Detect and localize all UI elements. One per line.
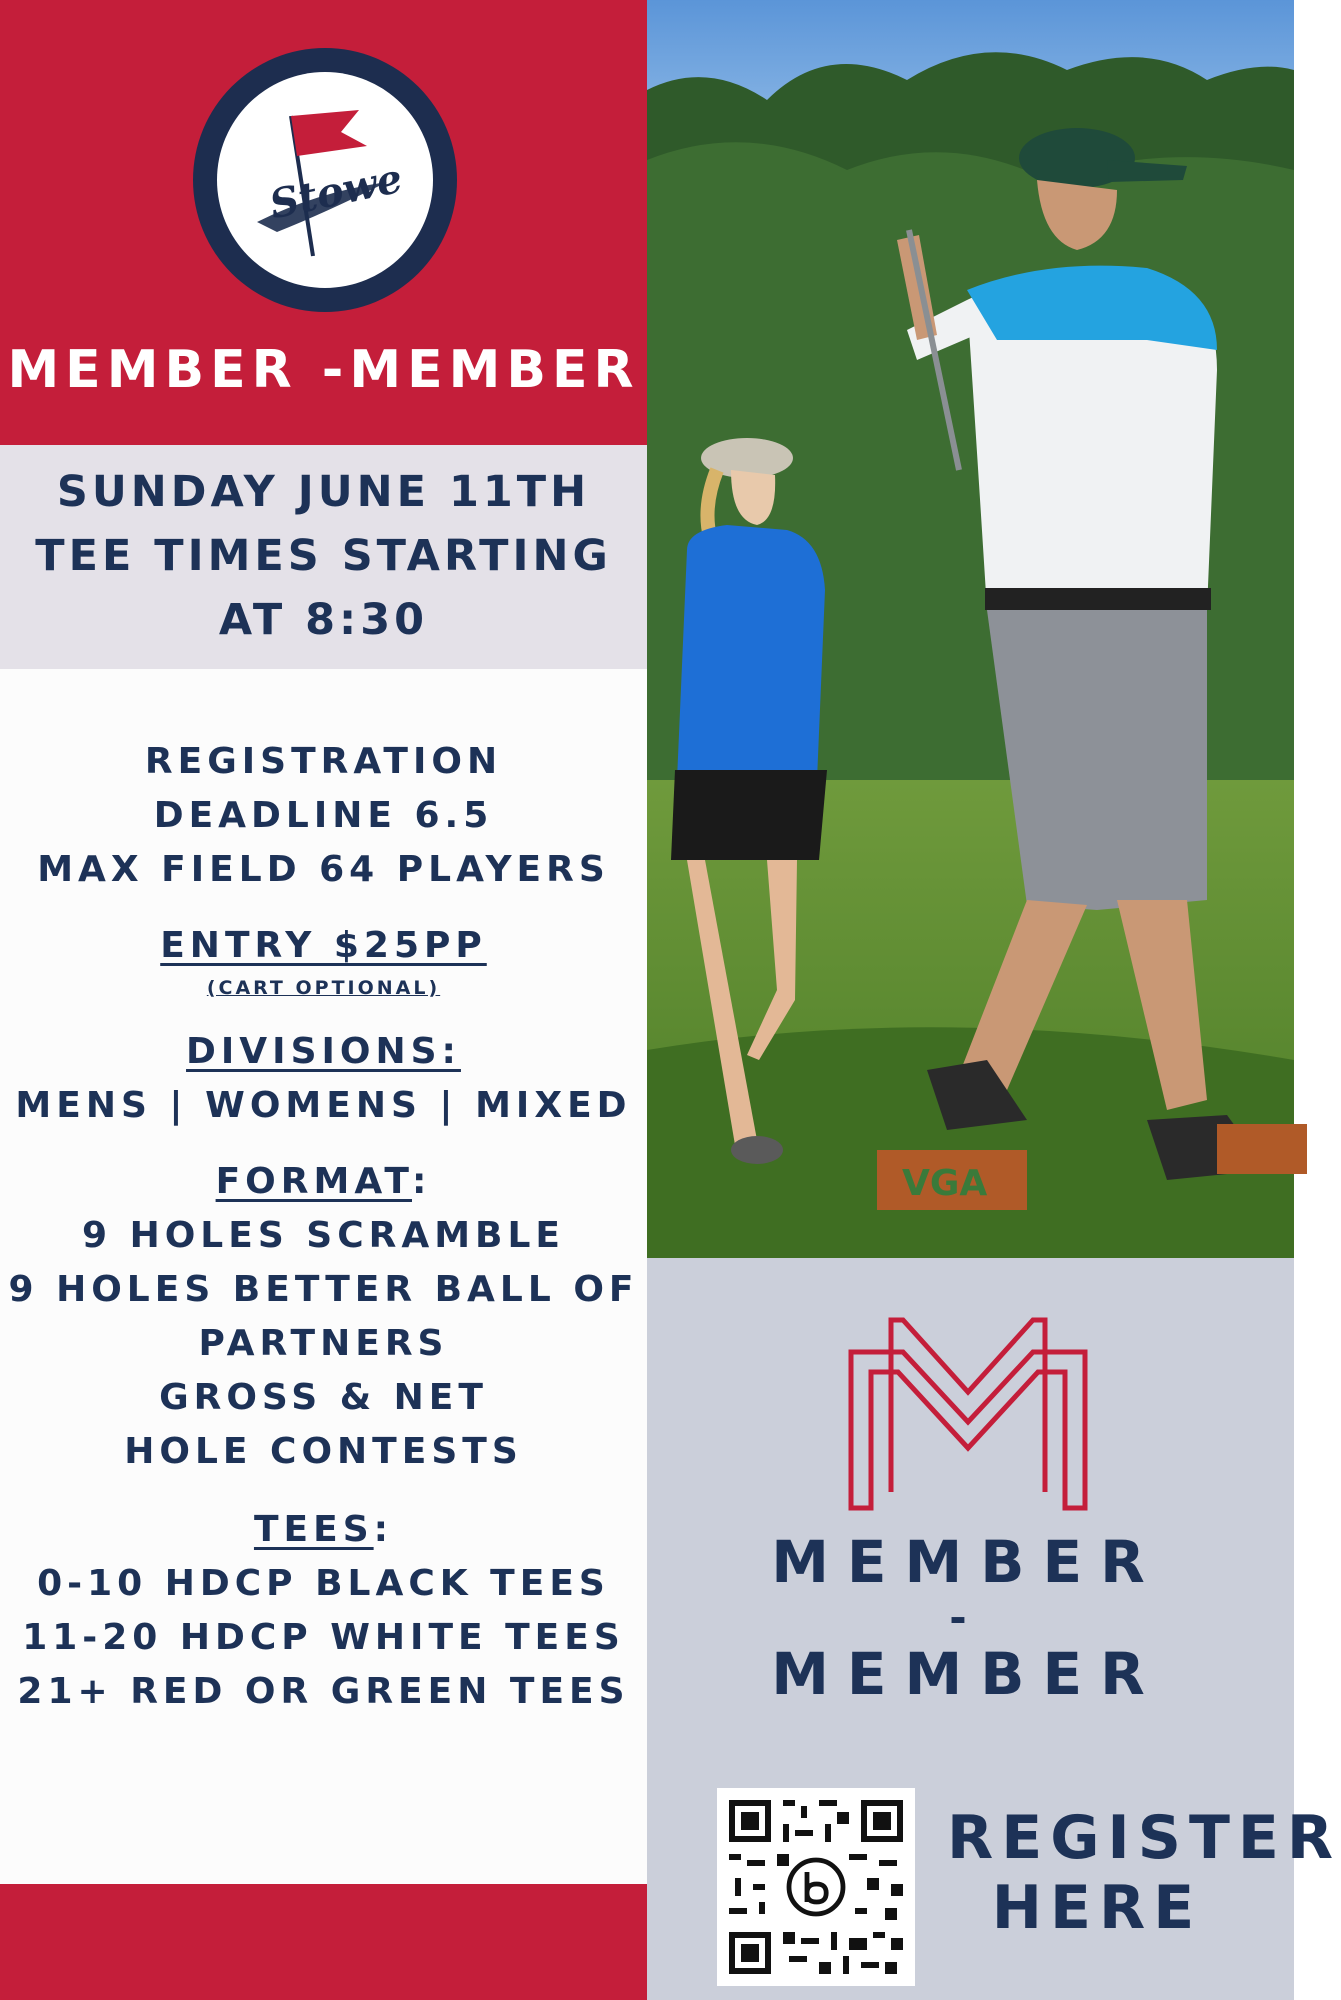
entry-fee: ENTRY $25PP (160, 925, 487, 966)
member-word-2: MEMBER (771, 1640, 1163, 1708)
here-line: HERE (991, 1873, 1203, 1943)
tees-heading (0, 1509, 647, 1550)
max-field-line: MAX FIELD 64 PLAYERS (37, 849, 610, 890)
register-panel (647, 1258, 1341, 2000)
registration-line: REGISTRATION (144, 741, 503, 782)
tee-marker-far (1217, 1124, 1307, 1174)
mm-monogram-icon (843, 1312, 1093, 1512)
header-panel (0, 0, 647, 445)
tees-heading-text: TEES (253, 1509, 374, 1550)
event-date: SUNDAY JUNE 11TH (56, 467, 591, 517)
qr-code[interactable] (717, 1788, 915, 1986)
golfers-illustration (647, 0, 1294, 1258)
tee-times-line: TEE TIMES STARTING (35, 531, 612, 581)
divisions-list: MENS | WOMENS | MIXED (15, 1085, 632, 1126)
event-title: MEMBER -MEMBER (7, 340, 640, 400)
deadline-line: DEADLINE 6.5 (153, 795, 494, 836)
qr-code-icon (717, 1788, 915, 1986)
format-line: PARTNERS (198, 1323, 449, 1364)
date-band (0, 445, 647, 669)
tees-line: 0-10 HDCP BLACK TEES (37, 1563, 610, 1604)
format-line: 9 HOLES BETTER BALL OF (8, 1269, 639, 1310)
divisions-heading: DIVISIONS: (186, 1031, 461, 1072)
stowe-logo (193, 48, 457, 312)
start-time-line: AT 8:30 (218, 595, 429, 645)
tees-line: 11-20 HDCP WHITE TEES (22, 1617, 625, 1658)
logo-inner-circle (217, 72, 433, 288)
footer-band (0, 1884, 647, 2000)
register-here-link[interactable] (947, 1803, 1341, 1943)
logo-wordmark: Stowe (265, 154, 407, 229)
tees-colon: : (373, 1509, 394, 1550)
format-line: HOLE CONTESTS (124, 1431, 523, 1472)
golf-photo (647, 0, 1294, 1258)
details-panel (0, 669, 647, 1884)
format-heading (0, 1161, 647, 1202)
tees-line: 21+ RED OR GREEN TEES (17, 1671, 630, 1712)
format-colon: : (412, 1161, 432, 1202)
member-word-1: MEMBER (771, 1528, 1163, 1596)
format-line: 9 HOLES SCRAMBLE (81, 1215, 566, 1256)
member-dash: - (949, 1593, 985, 1642)
register-line: REGISTER (947, 1803, 1341, 1873)
cart-note: (CART OPTIONAL) (206, 977, 441, 999)
tee-marker-text: VGA (902, 1163, 988, 1204)
format-line: GROSS & NET (159, 1377, 488, 1418)
format-heading-text: FORMAT (215, 1161, 412, 1202)
